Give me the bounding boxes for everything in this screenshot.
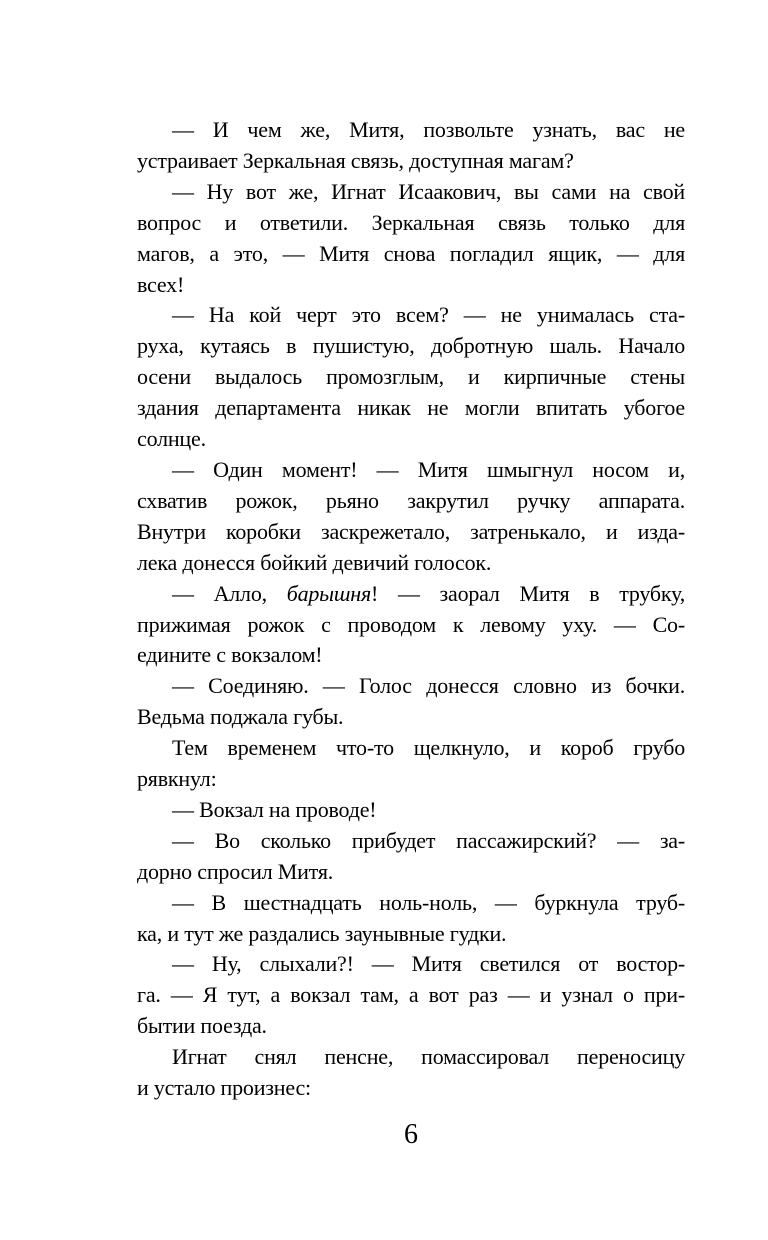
text-line xyxy=(137,764,685,795)
text-line xyxy=(137,1011,685,1042)
text-segment: — На кой черт это всем? — не унималась ста- xyxy=(172,302,685,328)
text-line xyxy=(137,919,685,950)
text-segment: рявкнул: xyxy=(137,766,217,792)
text-segment: магов, а это, — Митя снова погладил ящик, — для xyxy=(137,240,685,266)
text-line xyxy=(137,640,685,671)
text-segment: — Соединяю. — Голос донесся словно из бочки. xyxy=(172,673,685,699)
text-line xyxy=(137,702,685,733)
text-segment: солнце. xyxy=(137,426,206,452)
text-line xyxy=(137,980,685,1011)
text-line xyxy=(137,177,685,208)
text-segment: осени выдалось промозглым, и кирпичные стены xyxy=(137,364,685,390)
text-line xyxy=(137,795,685,826)
text-segment: дорно спросил Митя. xyxy=(137,858,334,884)
text-line xyxy=(137,455,685,486)
text-segment: всех! xyxy=(137,271,185,297)
text-line xyxy=(137,548,685,579)
text-segment: и устало произнес: xyxy=(137,1075,311,1101)
text-block xyxy=(137,115,685,1104)
text-segment: устраивает Зеркальная связь, доступная магам? xyxy=(137,147,574,173)
text-line xyxy=(137,517,685,548)
text-segment: ка, и тут же раздались заунывные гудки. xyxy=(137,920,507,946)
text-line xyxy=(137,115,685,146)
text-segment: — И чем же, Митя, позвольте узнать, вас не xyxy=(172,117,685,142)
text-segment: Игнат снял пенсне, помассировал переносицу xyxy=(172,1044,685,1070)
text-line xyxy=(137,1073,685,1104)
text-line xyxy=(137,300,685,331)
text-segment: — Во сколько прибудет пассажирский? — за- xyxy=(172,827,685,853)
text-line xyxy=(137,826,685,857)
text-line xyxy=(137,949,685,980)
text-line xyxy=(137,239,685,270)
text-line xyxy=(137,610,685,641)
text-segment: Тем временем что-то щелкнуло, и короб грубо xyxy=(172,735,685,761)
text-segment: едините с вокзалом! xyxy=(137,642,323,668)
text-segment: Внутри коробки заскрежетало, затренькало, и изда- xyxy=(137,518,685,544)
text-line xyxy=(137,208,685,239)
text-segment: руха, кутаясь в пушистую, добротную шаль. Начало xyxy=(137,333,685,359)
text-segment: — Ну вот же, Игнат Исаакович, вы сами на свой xyxy=(172,178,685,204)
text-segment: — В шестнадцать ноль-ноль, — буркнула труб- xyxy=(172,889,685,915)
text-segment: ! — заорал Митя в трубку, xyxy=(371,580,685,606)
text-line xyxy=(137,146,685,177)
text-segment: — Ну, слыхали?! — Митя светился от востор- xyxy=(172,951,685,977)
text-line xyxy=(137,331,685,362)
text-segment: — Вокзал на проводе! xyxy=(172,796,377,822)
italic-text-segment: барышня xyxy=(286,580,372,606)
text-line xyxy=(137,424,685,455)
text-segment: бытии поезда. xyxy=(137,1013,267,1039)
text-segment: — Алло, xyxy=(172,580,287,606)
text-line xyxy=(137,393,685,424)
text-line xyxy=(137,671,685,702)
text-line xyxy=(137,579,685,610)
text-segment: здания департамента никак не могли впитать убогое xyxy=(137,395,685,421)
text-segment: вопрос и ответили. Зеркальная связь только для xyxy=(137,209,685,235)
text-line xyxy=(137,270,685,301)
text-segment: га. — Я тут, а вокзал там, а вот раз — и узнал о при- xyxy=(137,982,685,1008)
text-line xyxy=(137,888,685,919)
text-segment: лека донесся бойкий девичий голосок. xyxy=(137,549,492,575)
text-segment: Ведьма поджала губы. xyxy=(137,704,344,730)
text-line xyxy=(137,857,685,888)
text-line xyxy=(137,1042,685,1073)
text-line xyxy=(137,486,685,517)
text-segment: прижимая рожок с проводом к левому уху. — Со- xyxy=(137,611,685,637)
text-line xyxy=(137,733,685,764)
text-segment: схватив рожок, рьяно закрутил ручку аппарата. xyxy=(137,487,685,513)
text-segment: — Один момент! — Митя шмыгнул носом и, xyxy=(172,456,685,482)
text-line xyxy=(137,362,685,393)
page-number: 6 xyxy=(404,1119,418,1150)
